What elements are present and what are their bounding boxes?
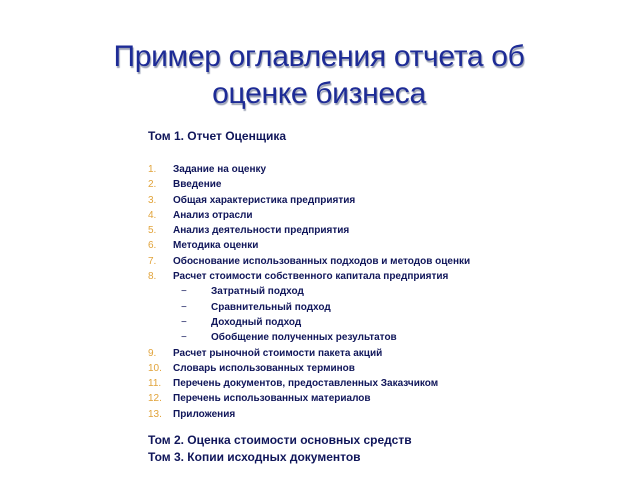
- toc-item: [148, 177, 470, 192]
- toc-item-number: 10.: [148, 362, 162, 374]
- toc-subitem-text: Затратный подход: [211, 286, 304, 298]
- toc-item-text: Словарь использованных терминов: [173, 362, 355, 374]
- toc-item-number: 11.: [148, 378, 162, 390]
- toc-item-number: 1.: [148, 164, 157, 175]
- toc-item-number: 8.: [148, 271, 157, 283]
- volume-1-heading: Том 1. Отчет Оценщика: [148, 129, 287, 143]
- toc-subitem-text: Доходный подход: [211, 316, 302, 328]
- toc-subitem: [148, 284, 470, 299]
- toc-item-text: Задание на оценку: [173, 164, 267, 175]
- toc-item: [148, 361, 470, 376]
- toc-item-number: 5.: [148, 225, 157, 237]
- toc-item: [148, 238, 470, 253]
- toc-item-number: 13.: [148, 408, 162, 420]
- toc-item-text: Перечень использованных материалов: [173, 393, 371, 405]
- toc-subitem: [148, 330, 470, 345]
- toc-subitem-text: Обобщение полученных результатов: [211, 332, 397, 344]
- toc-item-text: Перечень документов, предоставленных Заказчиком: [173, 378, 439, 390]
- toc-subitem-text: Сравнительный подход: [211, 301, 331, 313]
- volume-3-heading: Том 3. Копии исходных документов: [148, 450, 361, 464]
- toc-item: [148, 208, 470, 223]
- toc-item: [148, 269, 470, 284]
- toc-item-number: 6.: [148, 240, 157, 252]
- page-title-line1: Пример оглавления отчета об: [113, 40, 525, 73]
- toc-subitem: [148, 315, 470, 330]
- additional-volumes: [148, 432, 412, 466]
- toc-item: [148, 254, 470, 269]
- toc-item-number: 4.: [148, 209, 157, 221]
- toc-item-text: Расчет рыночной стоимости пакета акций: [173, 347, 383, 359]
- toc-item-number: 2.: [148, 179, 157, 191]
- dash-bullet-icon: −: [181, 286, 187, 298]
- toc-item: [148, 376, 470, 391]
- toc-item-text: Обоснование использованных подходов и методов оценки: [173, 255, 471, 267]
- toc-item: [148, 346, 470, 361]
- toc-item: [148, 162, 470, 177]
- toc-subitem: [148, 300, 470, 315]
- toc-item-text: Методика оценки: [173, 240, 259, 252]
- page-title: [0, 38, 638, 112]
- dash-bullet-icon: −: [181, 316, 187, 328]
- toc-item-number: 3.: [148, 194, 157, 206]
- toc-item-text: Анализ отрасли: [173, 209, 253, 221]
- table-of-contents: [148, 162, 470, 422]
- toc-item: [148, 223, 470, 238]
- toc-item: [148, 391, 470, 406]
- toc-item-text: Анализ деятельности предприятия: [173, 225, 350, 237]
- toc-item-text: Расчет стоимости собственного капитала предприятия: [173, 271, 449, 283]
- toc-item-text: Общая характеристика предприятия: [173, 194, 356, 206]
- toc-item-number: 9.: [148, 347, 157, 359]
- dash-bullet-icon: −: [181, 332, 187, 344]
- toc-item-text: Приложения: [173, 408, 236, 420]
- toc-item-number: 12.: [148, 393, 162, 405]
- toc-item: [148, 193, 470, 208]
- volume-2-heading: Том 2. Оценка стоимости основных средств: [148, 433, 412, 447]
- dash-bullet-icon: −: [181, 301, 187, 313]
- toc-item-text: Введение: [173, 179, 222, 191]
- toc-item-number: 7.: [148, 255, 157, 267]
- page-title-line2: оценке бизнеса: [212, 77, 426, 110]
- toc-item: [148, 407, 470, 422]
